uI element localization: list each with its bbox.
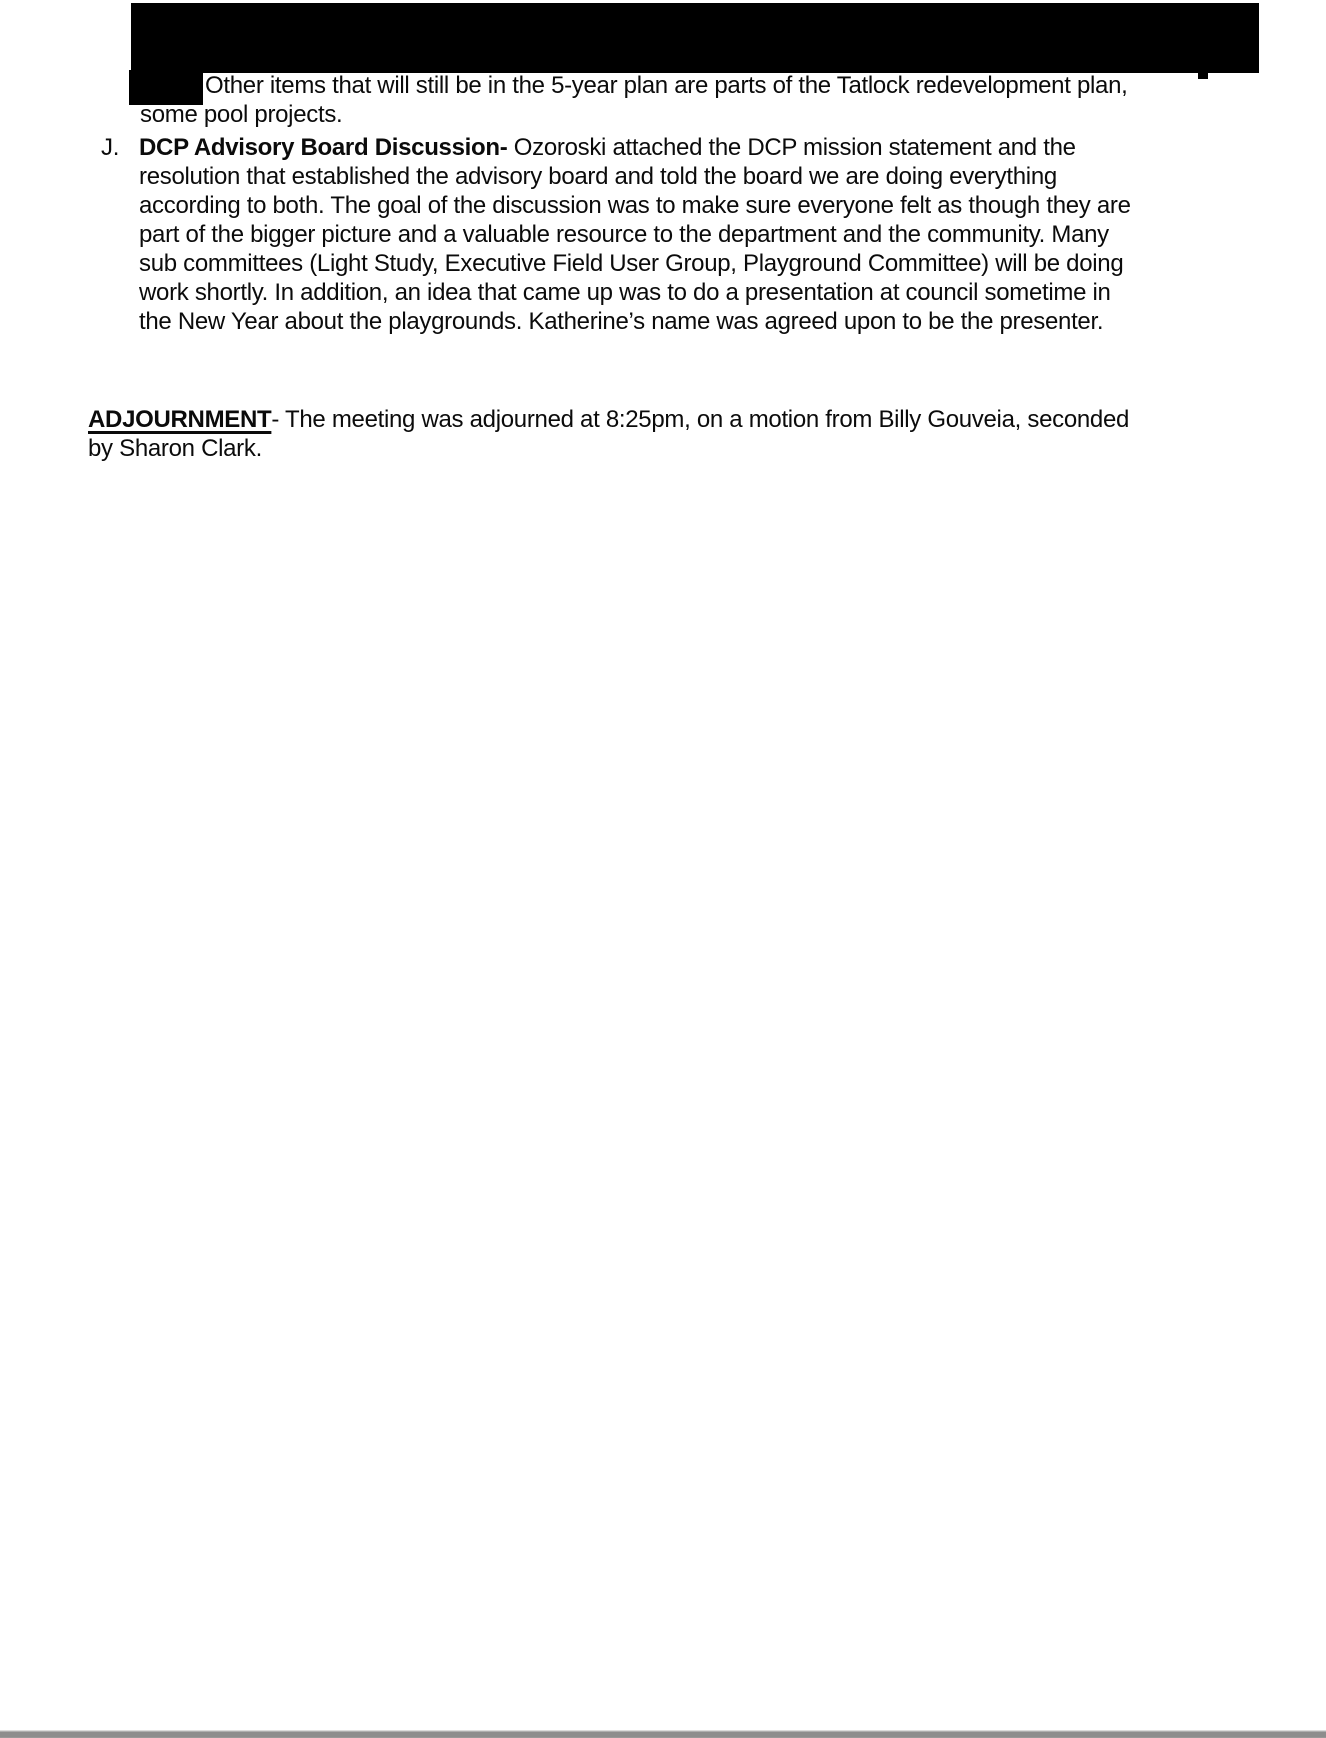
adjournment-heading: ADJOURNMENT <box>88 406 272 433</box>
text-run: Ozoroski attached the DCP mission statement and the <box>507 134 1076 161</box>
text-line: by Sharon Clark. <box>88 435 262 462</box>
text-line: part of the bigger picture and a valuable resource to the department and the community. Many <box>139 221 1109 248</box>
paragraph-redacted-intro <box>140 71 1128 129</box>
text-line <box>139 133 1131 162</box>
text-run: - The meeting was adjourned at 8:25pm, on a motion from Billy Gouveia, seconded <box>271 406 1130 433</box>
text-line: work shortly. In addition, an idea that came up was to do a presentation at council sometime in <box>139 279 1111 306</box>
text-line: Other items that will still be in the 5-year plan are parts of the Tatlock redevelopment plan, <box>205 72 1128 99</box>
scanner-edge-artifact <box>0 1730 1326 1738</box>
text-line: sub committees (Light Study, Executive Field User Group, Playground Committee) will be doing <box>139 250 1124 277</box>
redaction-block-main <box>131 3 1259 73</box>
text-line: some pool projects. <box>140 101 343 128</box>
item-j-heading: DCP Advisory Board Discussion- <box>139 134 508 161</box>
text-line: according to both. The goal of the discussion was to make sure everyone felt as though they are <box>139 192 1131 219</box>
text-line: resolution that established the advisory board and told the board we are doing everything <box>139 163 1057 190</box>
paragraph-adjournment <box>88 405 1129 463</box>
list-item-j-label: J. <box>101 134 120 161</box>
text-line <box>88 405 1129 434</box>
text-line: the New Year about the playgrounds. Katherine’s name was agreed upon to be the presenter. <box>139 308 1104 335</box>
redaction-artifact-tick <box>1198 72 1208 79</box>
paragraph-item-j <box>139 133 1131 336</box>
